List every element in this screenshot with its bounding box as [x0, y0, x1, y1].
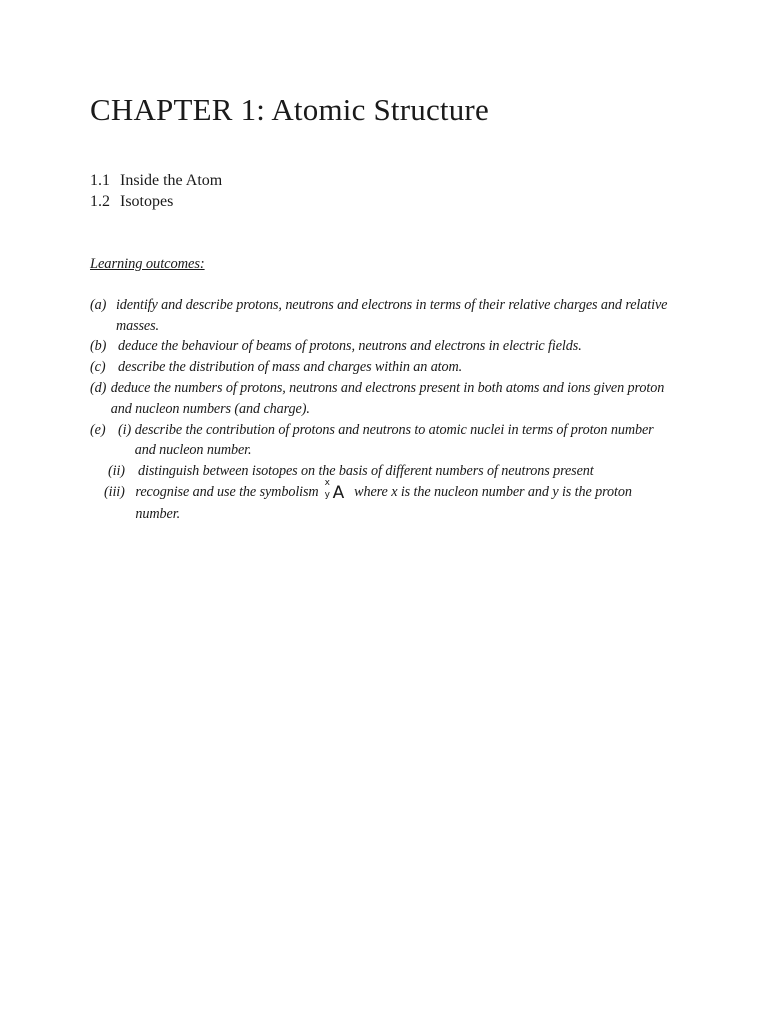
outcome-label: (c)	[90, 359, 106, 376]
outcome-subitem-ii	[108, 461, 670, 482]
outcome-text: identify and describe protons, neutrons and electrons in terms of their relative charges and relative masses.	[115, 296, 668, 334]
table-of-contents	[90, 170, 222, 212]
outcome-subtext: describe the contribution of protons and neutrons to atomic nuclei in terms of proton number and nucleon number.	[134, 421, 654, 459]
chapter-title: CHAPTER 1: Atomic Structure	[90, 92, 489, 127]
nuclide-symbol	[324, 477, 345, 504]
learning-outcomes-heading: Learning outcomes:	[90, 256, 205, 272]
outcome-text: deduce the numbers of protons, neutrons and electrons present in both atoms and ions given proton and nucleon numbers (and charge).	[110, 379, 665, 417]
outcome-label: (a)	[90, 296, 107, 313]
outcome-item-d	[90, 378, 670, 420]
toc-item	[90, 191, 222, 212]
toc-item-label: Isotopes	[120, 193, 174, 210]
toc-item-number: 1.1	[90, 172, 110, 189]
nuclide-symbol-element: A	[332, 482, 345, 503]
outcome-subitem-iii	[104, 477, 670, 525]
outcome-label: (e)	[90, 421, 106, 438]
outcome-label: (d)	[90, 379, 107, 396]
nuclide-symbol-subscript: y	[324, 489, 330, 500]
outcome-item-e	[90, 420, 670, 525]
symbolism-text-before: recognise and use the symbolism	[135, 483, 319, 500]
outcome-text: deduce the behaviour of beams of protons, neutrons and electrons in electric fields.	[118, 338, 582, 355]
outcome-sublabel: (ii)	[108, 463, 125, 480]
outcome-item-a	[90, 295, 670, 337]
outcome-subtext: distinguish between isotopes on the basis of different numbers of neutrons present	[138, 463, 594, 480]
outcome-subitems	[104, 420, 670, 525]
outcome-sublabel: (iii)	[104, 483, 125, 500]
nuclide-symbol-superscript: x	[324, 477, 330, 488]
outcome-item-b	[90, 336, 670, 357]
toc-item-label: Inside the Atom	[120, 172, 223, 189]
outcome-label: (b)	[90, 338, 107, 355]
outcome-text: describe the distribution of mass and charges within an atom.	[118, 359, 463, 376]
outcome-subtext	[135, 477, 670, 525]
outcome-subitem-i	[118, 420, 670, 462]
toc-item	[90, 170, 222, 191]
outcome-sublabel: (i)	[118, 421, 132, 438]
outcome-item-c	[90, 357, 670, 378]
toc-item-number: 1.2	[90, 193, 110, 210]
learning-outcomes	[90, 254, 670, 525]
symbolism-text-after: where x is the nucleon number and y is the proton number.	[135, 483, 632, 522]
